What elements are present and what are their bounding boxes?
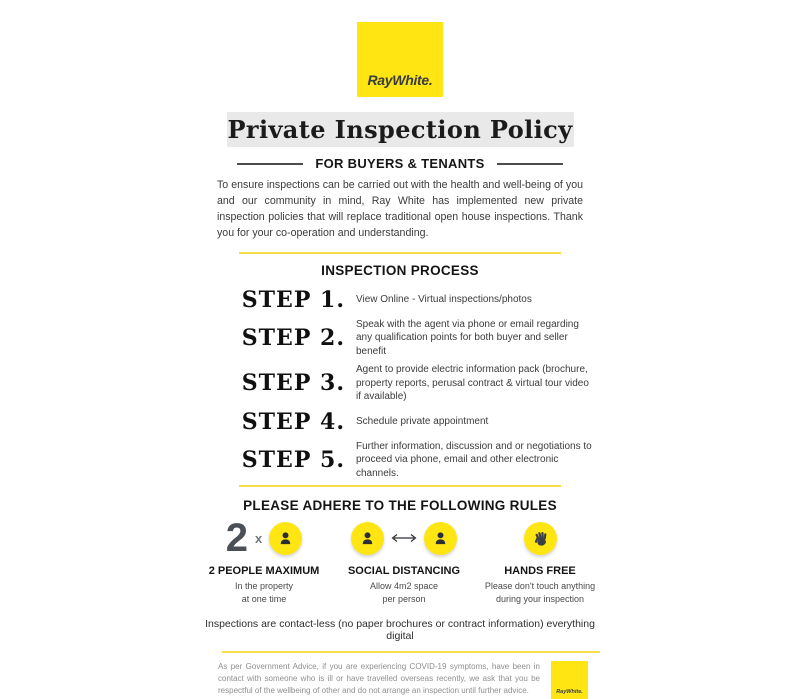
process-heading: INSPECTION PROCESS [321,262,479,278]
step-4-label: STEP 4. [241,408,345,435]
rule-subtext-line1: Allow 4m2 space [369,581,439,592]
rule-subtext-line2: during your inspection [495,594,585,605]
steps-list [194,287,606,481]
step-1-label: STEP 1. [241,286,345,313]
divider-bottom [222,651,600,653]
step-3-label: STEP 3. [241,370,345,397]
rule-subtext-line1: Please don't touch anything [484,581,596,592]
rule-title: 2 PEOPLE MAXIMUM [208,565,320,578]
step-2-text: Speak with the agent via phone or email regarding any qualification points for both buyer and seller benefit [356,318,579,357]
raywhite-footer-logo [551,661,588,699]
rule-subtext [235,580,293,606]
footer [194,661,606,699]
person-icon [424,522,457,555]
step-row [194,363,606,404]
social-distancing-icons [351,520,457,556]
rule-subtext-line2: at one time [241,594,287,605]
step-5-label: STEP 5. [241,446,345,473]
person-icon [269,522,302,555]
step-row [194,440,606,481]
subtitle-rule-right [497,163,563,165]
page-title: Private Inspection Policy [227,115,573,144]
rule-subtext-line1: In the property [234,581,294,592]
rule-subtext [370,580,438,606]
step-5-text: Further information, discussion and or negotiations to proceed via phone, email and other electronic channels. [356,440,592,479]
divider-middle [239,485,561,487]
subtitle-rule-left [237,163,303,165]
step-1-text: View Online - Virtual inspections/photos [356,293,532,305]
subtitle-row [194,156,606,171]
intro-paragraph: To ensure inspections can be carried out with the health and well-being of you and our community in mind, Ray White has implemented new private inspection policies that will replace traditional open house inspections. Thank you for your co-operation and understanding. [217,179,583,239]
number-two: 2 [225,516,248,561]
people-maximum-icons [225,516,302,561]
divider-top [239,252,561,254]
raywhite-logo-text: RayWhite. [367,72,433,88]
rule-social-distancing [334,520,474,606]
step-row [194,287,606,313]
hands-free-icons [524,520,557,556]
multiplier-x: x [255,530,263,546]
title-banner [227,112,574,147]
contactless-note: Inspections are contact-less (no paper brochures or contract information) everything digital [205,618,595,643]
step-row [194,409,606,435]
rules-row [194,516,606,606]
step-2-label: STEP 2. [241,324,345,351]
raywhite-logo [357,22,443,97]
step-row [194,318,606,359]
rule-hands-free [474,520,606,606]
flyer-page [194,0,606,699]
rule-subtext [485,580,595,606]
step-4-text: Schedule private appointment [356,415,489,427]
step-3-text: Agent to provide electric information pack (brochure, property reports, perusal contract & virtual tour video if available) [356,364,589,403]
rule-people-maximum [194,516,334,606]
rule-title: HANDS FREE [504,565,576,578]
rules-heading: PLEASE ADHERE TO THE FOLLOWING RULES [243,498,557,514]
government-advice-disclaimer: As per Government Advice, if you are experiencing COVID-19 symptoms, have been in contact with someone who is ill or have travelled overseas recently, we ask that you be respectful of the wellbeing of other and do not arrange an inspection until further advice. [218,662,540,696]
raywhite-footer-logo-text: RayWhite. [556,689,583,696]
person-icon [351,522,384,555]
double-arrow-icon [391,533,417,543]
rule-subtext-line2: per person [382,594,426,605]
hand-icon [524,522,557,555]
page-subtitle: FOR BUYERS & TENANTS [315,156,485,171]
rule-title: SOCIAL DISTANCING [347,565,461,578]
